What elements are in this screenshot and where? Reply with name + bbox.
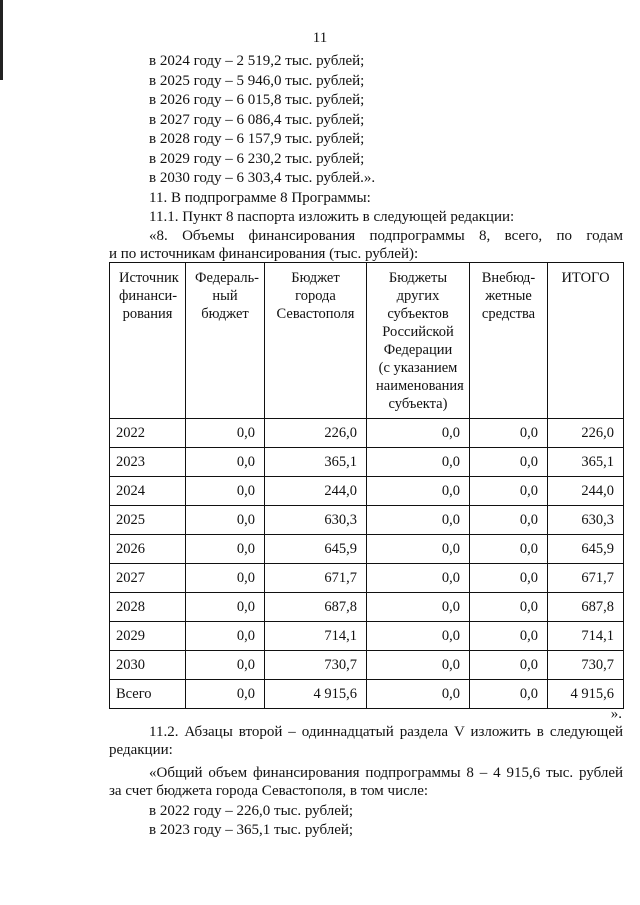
header-city-line: Бюджет [291, 270, 340, 286]
funding-line-2029: в 2029 году – 6 230,2 тыс. рублей; [149, 151, 365, 167]
table-row [110, 419, 624, 448]
header-city-line: города [295, 288, 336, 304]
table-cell-value: 0,0 [186, 651, 265, 680]
table-cell-value: 730,7 [265, 651, 367, 680]
table-row [110, 506, 624, 535]
funding-line-2025: в 2025 году – 5 946,0 тыс. рублей; [149, 73, 365, 89]
header-source-line: рования [122, 306, 173, 322]
table-cell-value: 0,0 [470, 506, 548, 535]
table-cell-value: 714,1 [548, 622, 624, 651]
table-cell-value: 226,0 [265, 419, 367, 448]
paragraph-total-funding [109, 764, 623, 800]
header-other-line: (с указанием [378, 360, 458, 376]
table-row [110, 593, 624, 622]
header-extrabudgetary-line: средства [481, 306, 536, 322]
table-row [110, 680, 624, 709]
table-cell-value: 0,0 [470, 535, 548, 564]
table-row [110, 622, 624, 651]
table-cell-value: 714,1 [265, 622, 367, 651]
table-cell-value: 630,3 [265, 506, 367, 535]
table-cell-value: 0,0 [186, 448, 265, 477]
header-federal-line: бюджет [201, 306, 249, 322]
table-cell-value: 365,1 [548, 448, 624, 477]
header-federal-budget [186, 263, 265, 419]
table-cell-value: 0,0 [186, 622, 265, 651]
table-cell-year: 2027 [110, 564, 186, 593]
table-cell-value: 630,3 [548, 506, 624, 535]
table-cell-value: 0,0 [470, 651, 548, 680]
table-cell-value: 244,0 [548, 477, 624, 506]
table-cell-year: 2023 [110, 448, 186, 477]
header-total-line: ИТОГО [561, 270, 610, 286]
header-source-line: финанси- [119, 288, 178, 304]
table-cell-value: 687,8 [548, 593, 624, 622]
paragraph-8-line-1: «8. Объемы финансирования подпрограммы 8, всего, по годам [149, 228, 623, 244]
table-cell-year: 2030 [110, 651, 186, 680]
table-cell-value: 0,0 [186, 477, 265, 506]
header-source-line: Источник [119, 270, 179, 286]
header-total [548, 263, 624, 419]
table-cell-value: 365,1 [265, 448, 367, 477]
table-cell-value: 0,0 [367, 448, 470, 477]
funding-line-2024: в 2024 году – 2 519,2 тыс. рублей; [149, 53, 365, 69]
header-source [110, 263, 186, 419]
header-other-line: Бюджеты [388, 270, 448, 286]
table-cell-value: 0,0 [470, 448, 548, 477]
table-cell-value: 0,0 [186, 506, 265, 535]
table-cell-year: 2026 [110, 535, 186, 564]
table-cell-value: 0,0 [367, 680, 470, 709]
header-other-subjects-budgets [367, 263, 470, 419]
header-other-line: субъекта) [388, 396, 448, 412]
table-header-row [110, 263, 624, 419]
table-cell-value: 0,0 [367, 593, 470, 622]
table-cell-year: 2022 [110, 419, 186, 448]
table-cell-value: 0,0 [470, 622, 548, 651]
table-cell-value: 4 915,6 [265, 680, 367, 709]
paragraph-total-line-1: «Общий объем финансирования подпрограммы 8 – 4 915,6 тыс. рублей [149, 765, 623, 781]
page-number: 11 [312, 30, 328, 46]
header-city-budget [265, 263, 367, 419]
table-row [110, 564, 624, 593]
table-cell-value: 0,0 [470, 477, 548, 506]
item-11-1-text: 11.1. Пункт 8 паспорта изложить в следующей редакции: [149, 209, 515, 225]
header-other-line: других [396, 288, 440, 304]
header-federal-line: ный [212, 288, 238, 304]
header-other-line: наименования [376, 378, 464, 394]
table-cell-value: 0,0 [470, 419, 548, 448]
funding-line-2023: в 2023 году – 365,1 тыс. рублей; [149, 822, 354, 838]
paragraph-8-line-2: и по источникам финансирования (тыс. рублей): [109, 246, 419, 262]
header-extrabudgetary-line: Внебюд- [481, 270, 536, 286]
header-other-line: субъектов [387, 306, 449, 322]
table-cell-value: 0,0 [367, 622, 470, 651]
table-cell-value: 0,0 [186, 419, 265, 448]
table-cell-value: 0,0 [367, 564, 470, 593]
table-cell-value: 0,0 [367, 651, 470, 680]
header-city-line: Севастополя [276, 306, 355, 322]
table-row [110, 535, 624, 564]
table-cell-value: 671,7 [265, 564, 367, 593]
table-cell-year: 2029 [110, 622, 186, 651]
table-cell-value: 0,0 [367, 477, 470, 506]
paragraph-11-2 [109, 723, 623, 759]
table-cell-year: Всего [110, 680, 186, 709]
paragraph-8 [109, 227, 623, 263]
table-cell-value: 0,0 [367, 535, 470, 564]
table-row [110, 477, 624, 506]
header-other-line: Российской [382, 324, 454, 340]
table-cell-value: 0,0 [470, 680, 548, 709]
funding-line-2022: в 2022 году – 226,0 тыс. рублей; [149, 803, 354, 819]
table-row [110, 448, 624, 477]
table-cell-value: 0,0 [186, 535, 265, 564]
table-cell-value: 0,0 [186, 564, 265, 593]
table-cell-year: 2024 [110, 477, 186, 506]
section-11-heading: 11. В подпрограмме 8 Программы: [149, 190, 371, 206]
paragraph-11-2-line-1: 11.2. Абзацы второй – одиннадцатый раздела V изложить в следующей [149, 724, 623, 740]
funding-line-2027: в 2027 году – 6 086,4 тыс. рублей; [149, 112, 365, 128]
table-cell-year: 2028 [110, 593, 186, 622]
table-cell-value: 226,0 [548, 419, 624, 448]
table-cell-value: 0,0 [470, 593, 548, 622]
header-extrabudgetary-line: жетные [485, 288, 532, 304]
funding-line-2030: в 2030 году – 6 303,4 тыс. рублей.». [149, 170, 376, 186]
table-cell-value: 0,0 [470, 564, 548, 593]
header-extrabudgetary [470, 263, 548, 419]
paragraph-11-2-line-2: редакции: [109, 742, 173, 758]
table-closing-quote: ». [610, 706, 622, 722]
table-cell-value: 0,0 [367, 506, 470, 535]
table-cell-value: 4 915,6 [548, 680, 624, 709]
table-cell-value: 0,0 [186, 593, 265, 622]
table-cell-value: 730,7 [548, 651, 624, 680]
table-cell-value: 671,7 [548, 564, 624, 593]
funding-line-2026: в 2026 году – 6 015,8 тыс. рублей; [149, 92, 365, 108]
financing-table [109, 262, 624, 709]
table-cell-value: 687,8 [265, 593, 367, 622]
table-row [110, 651, 624, 680]
table-cell-value: 645,9 [548, 535, 624, 564]
table-cell-value: 0,0 [367, 419, 470, 448]
table-cell-value: 0,0 [186, 680, 265, 709]
table-cell-value: 244,0 [265, 477, 367, 506]
header-other-line: Федерации [383, 342, 453, 358]
paragraph-total-line-2: за счет бюджета города Севастополя, в том числе: [109, 783, 429, 799]
header-federal-line: Федераль- [195, 270, 260, 286]
funding-line-2028: в 2028 году – 6 157,9 тыс. рублей; [149, 131, 365, 147]
table-cell-value: 645,9 [265, 535, 367, 564]
table-cell-year: 2025 [110, 506, 186, 535]
